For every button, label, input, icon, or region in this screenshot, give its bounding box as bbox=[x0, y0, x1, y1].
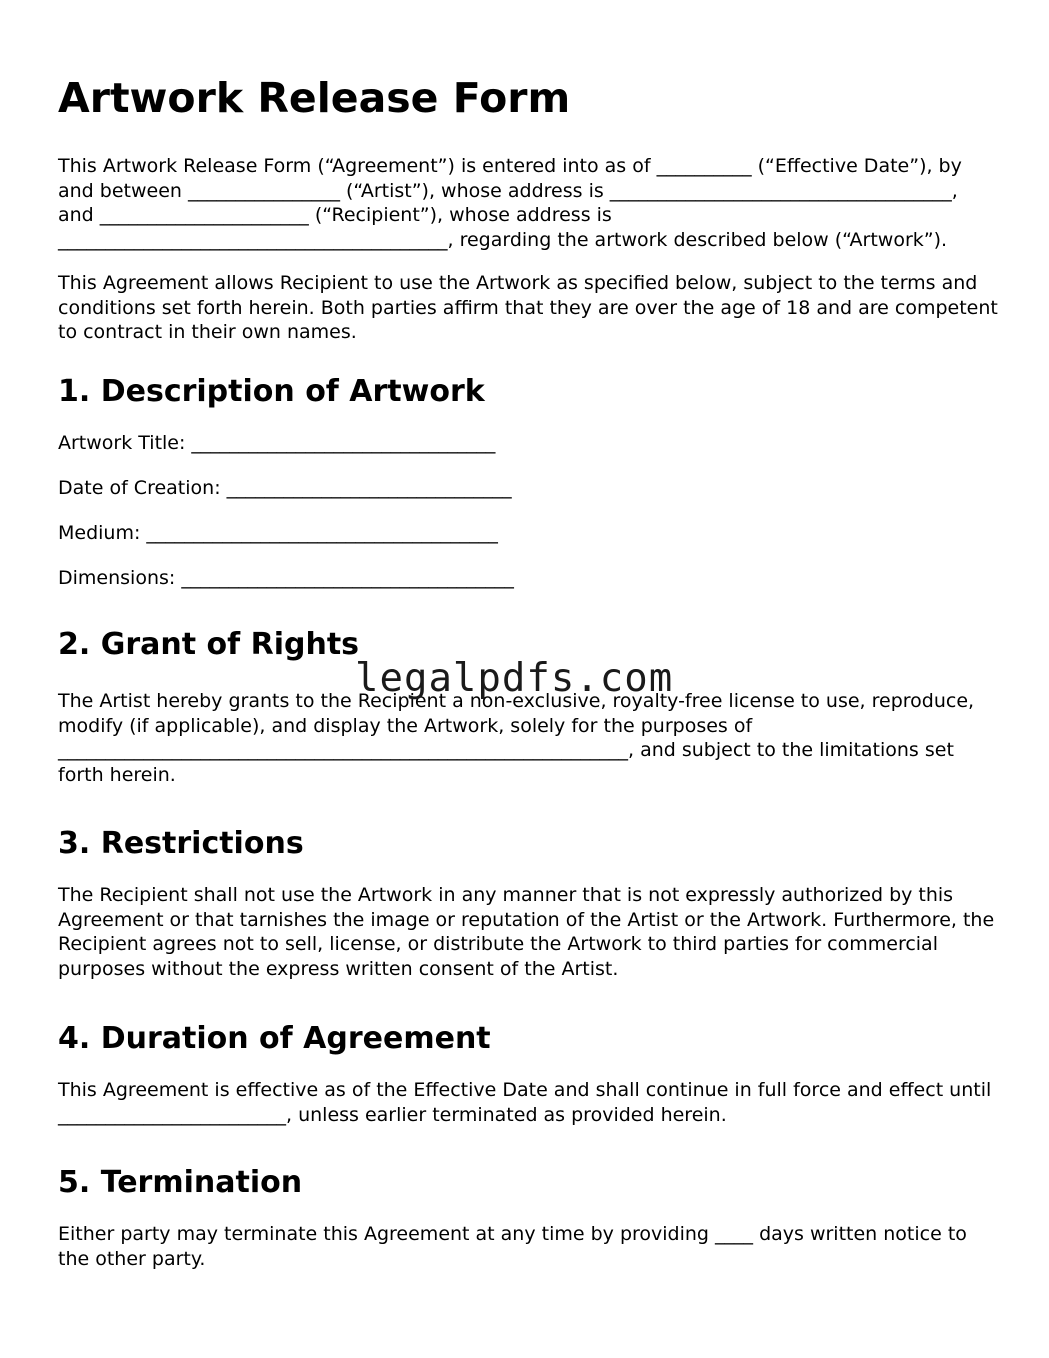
section-4-heading: 4. Duration of Agreement bbox=[58, 1021, 491, 1056]
section-4-body: This Agreement is effective as of the Effective Date and shall continue in full force and effect until ________________________, unless earlier terminated as provided herein. bbox=[58, 1079, 992, 1126]
section-5-body: Either party may terminate this Agreement at any time by providing ____ days written notice to the other party. bbox=[58, 1223, 967, 1270]
section-3-body: The Recipient shall not use the Artwork in any manner that is not expressly authorized by this Agreement or that tarnishes the image or reputation of the Artist or the Artwork. Furthermore, the Recipient agrees not to sell, license, or distribute the Artwork to third parties for commercial purposes without the express written consent of the Artist. bbox=[58, 884, 995, 980]
watermark: legalpdfs.com bbox=[355, 656, 674, 701]
section-3-heading: 3. Restrictions bbox=[58, 826, 304, 861]
intro-paragraph: This Artwork Release Form (“Agreement”) is entered into as of __________ (“Effective Date”), by and between ________________ (“Artist”), whose address is ____________________________________, and ______________________ (“Recipient”), whose address is _________________________________________, regarding the artwork described below (“Artwork”). bbox=[58, 155, 962, 251]
section-2-body: The Artist hereby grants to the Recipient a non-exclusive, royalty-free license to use, reproduce, modify (if applicable), and display the Artwork, solely for the purposes of ____________________________________________________________, and subject to the limitations set forth herein. bbox=[58, 690, 975, 786]
date-of-creation-field: Date of Creation: ______________________________ bbox=[58, 476, 512, 499]
dimensions-field: Dimensions: ___________________________________ bbox=[58, 566, 514, 589]
agreement-paragraph: This Agreement allows Recipient to use the Artwork as specified below, subject to the terms and conditions set forth herein. Both parties affirm that they are over the age of 18 and are competent to contract in their own names. bbox=[58, 272, 998, 343]
section-2-heading: 2. Grant of Rights bbox=[58, 627, 360, 662]
medium-field: Medium: _____________________________________ bbox=[58, 521, 498, 544]
artwork-title-field: Artwork Title: ________________________________ bbox=[58, 431, 496, 454]
section-1-heading: 1. Description of Artwork bbox=[58, 373, 485, 409]
section-5-heading: 5. Termination bbox=[58, 1165, 303, 1200]
document-title: Artwork Release Form bbox=[58, 74, 571, 122]
